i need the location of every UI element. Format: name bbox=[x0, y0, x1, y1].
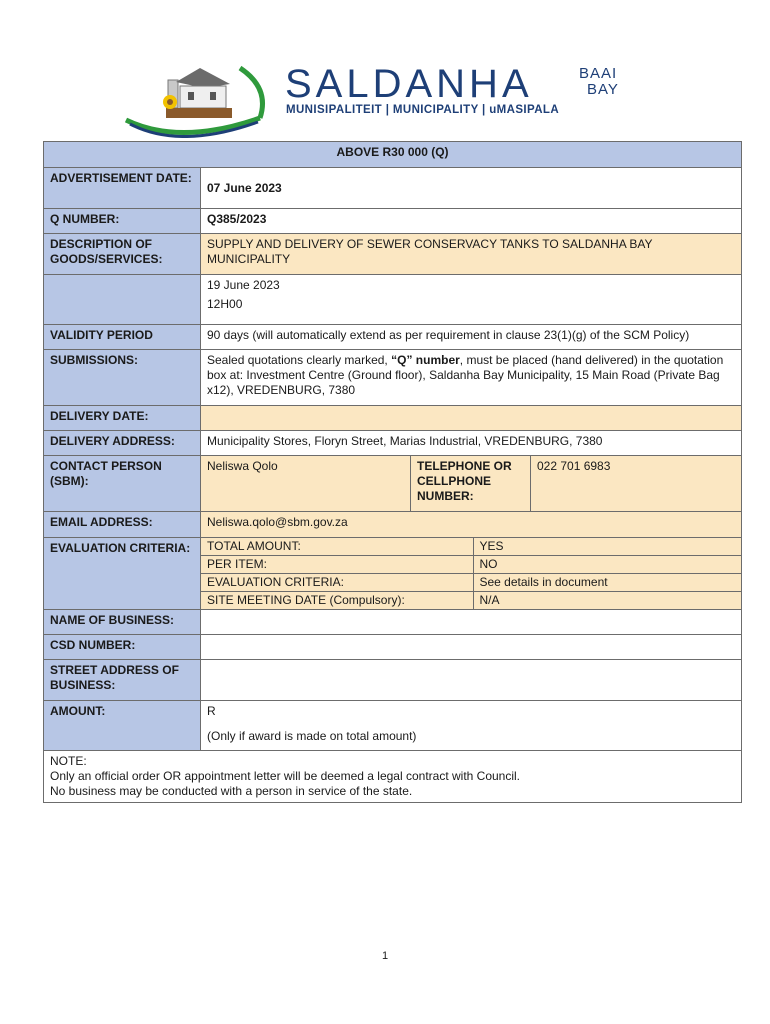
evaluation-row bbox=[201, 538, 741, 556]
csd-number-label: CSD NUMBER: bbox=[44, 635, 201, 660]
note-line-1: Only an official order OR appointment letter will be deemed a legal contract with Council. bbox=[50, 769, 521, 783]
business-name-label: NAME OF BUSINESS: bbox=[44, 610, 201, 635]
brand-tagline: MUNISIPALITEIT | MUNICIPALITY | uMASIPALA bbox=[286, 104, 560, 116]
submissions-value bbox=[201, 350, 742, 406]
submissions-label: SUBMISSIONS: bbox=[44, 350, 201, 406]
closing-label-cell bbox=[44, 275, 201, 325]
delivery-date-value bbox=[201, 406, 742, 431]
evaluation-row-label: PER ITEM: bbox=[201, 556, 473, 574]
quotation-form-table bbox=[43, 141, 742, 803]
street-address-field[interactable] bbox=[201, 660, 742, 701]
q-number-label: Q NUMBER: bbox=[44, 209, 201, 234]
brand-suffix-bay: BAY bbox=[587, 81, 619, 98]
brand-suffix bbox=[579, 66, 619, 98]
evaluation-row-value: YES bbox=[473, 538, 741, 556]
evaluation-row-value: See details in document bbox=[473, 574, 741, 592]
csd-number-field[interactable] bbox=[201, 635, 742, 660]
evaluation-row bbox=[201, 556, 741, 574]
evaluation-row bbox=[201, 592, 741, 610]
evaluation-row-label: SITE MEETING DATE (Compulsory): bbox=[201, 592, 473, 610]
municipality-logo bbox=[120, 58, 640, 138]
q-number-value: Q385/2023 bbox=[201, 209, 742, 234]
evaluation-row-value: NO bbox=[473, 556, 741, 574]
brand-name: SALDANHA bbox=[285, 62, 533, 106]
evaluation-row-value: N/A bbox=[479, 593, 500, 607]
delivery-address-label: DELIVERY ADDRESS: bbox=[44, 431, 201, 456]
saldanha-emblem-icon bbox=[120, 58, 280, 138]
submissions-text-bold: “Q” number bbox=[391, 353, 460, 367]
email-label: EMAIL ADDRESS: bbox=[44, 512, 201, 538]
amount-field[interactable] bbox=[201, 701, 742, 751]
note-line-2: No business may be conducted with a person in service of the state. bbox=[50, 784, 413, 798]
brand-suffix-baai: BAAI bbox=[579, 65, 618, 82]
advertisement-date-text: 07 June 2023 bbox=[207, 180, 282, 195]
closing-date-cell bbox=[201, 275, 742, 325]
submissions-text-post: , must be placed (hand delivered) in the quotation box at: Investment Centre (Ground floor), Saldanha Bay Municipality, 15 Main Road (Private Bag x12), VREDENBURG, 7380 bbox=[207, 353, 724, 397]
telephone-value: 022 701 6983 bbox=[531, 456, 742, 512]
delivery-address-value: Municipality Stores, Floryn Street, Marias Industrial, VREDENBURG, 7380 bbox=[201, 431, 742, 456]
amount-label: AMOUNT: bbox=[44, 701, 201, 751]
description-label: DESCRIPTION OF GOODS/SERVICES: bbox=[44, 234, 201, 275]
advertisement-date-value bbox=[201, 168, 742, 209]
closing-time: 12H00 bbox=[207, 297, 243, 311]
page-number: 1 bbox=[381, 950, 389, 962]
evaluation-row-label: TOTAL AMOUNT: bbox=[201, 538, 473, 556]
validity-label: VALIDITY PERIOD bbox=[44, 325, 201, 350]
note-cell bbox=[44, 751, 742, 803]
evaluation-row bbox=[201, 574, 741, 592]
amount-currency: R bbox=[207, 704, 216, 718]
evaluation-table bbox=[201, 538, 741, 609]
description-value: SUPPLY AND DELIVERY OF SEWER CONSERVACY TANKS TO SALDANHA BAY MUNICIPALITY bbox=[201, 234, 742, 275]
note-title: NOTE: bbox=[50, 754, 87, 768]
telephone-label: TELEPHONE OR CELLPHONE NUMBER: bbox=[411, 456, 531, 512]
contact-person-value: Neliswa Qolo bbox=[201, 456, 411, 512]
closing-date: 19 June 2023 bbox=[207, 278, 280, 292]
amount-note: (Only if award is made on total amount) bbox=[207, 729, 417, 743]
evaluation-row-label: EVALUATION CRITERIA: bbox=[201, 574, 473, 592]
form-title: ABOVE R30 000 (Q) bbox=[44, 142, 742, 168]
validity-value: 90 days (will automatically extend as per requirement in clause 23(1)(g) of the SCM Policy) bbox=[201, 325, 742, 350]
email-value: Neliswa.qolo@sbm.gov.za bbox=[201, 512, 742, 538]
delivery-date-label: DELIVERY DATE: bbox=[44, 406, 201, 431]
contact-person-label: CONTACT PERSON (SBM): bbox=[44, 456, 201, 512]
business-name-field[interactable] bbox=[201, 610, 742, 635]
street-address-label: STREET ADDRESS OF BUSINESS: bbox=[44, 660, 201, 701]
submissions-text-pre: Sealed quotations clearly marked, bbox=[207, 353, 392, 367]
evaluation-cell bbox=[201, 538, 742, 610]
advertisement-date-label: ADVERTISEMENT DATE: bbox=[44, 168, 201, 209]
evaluation-label: EVALUATION CRITERIA: bbox=[44, 538, 201, 610]
